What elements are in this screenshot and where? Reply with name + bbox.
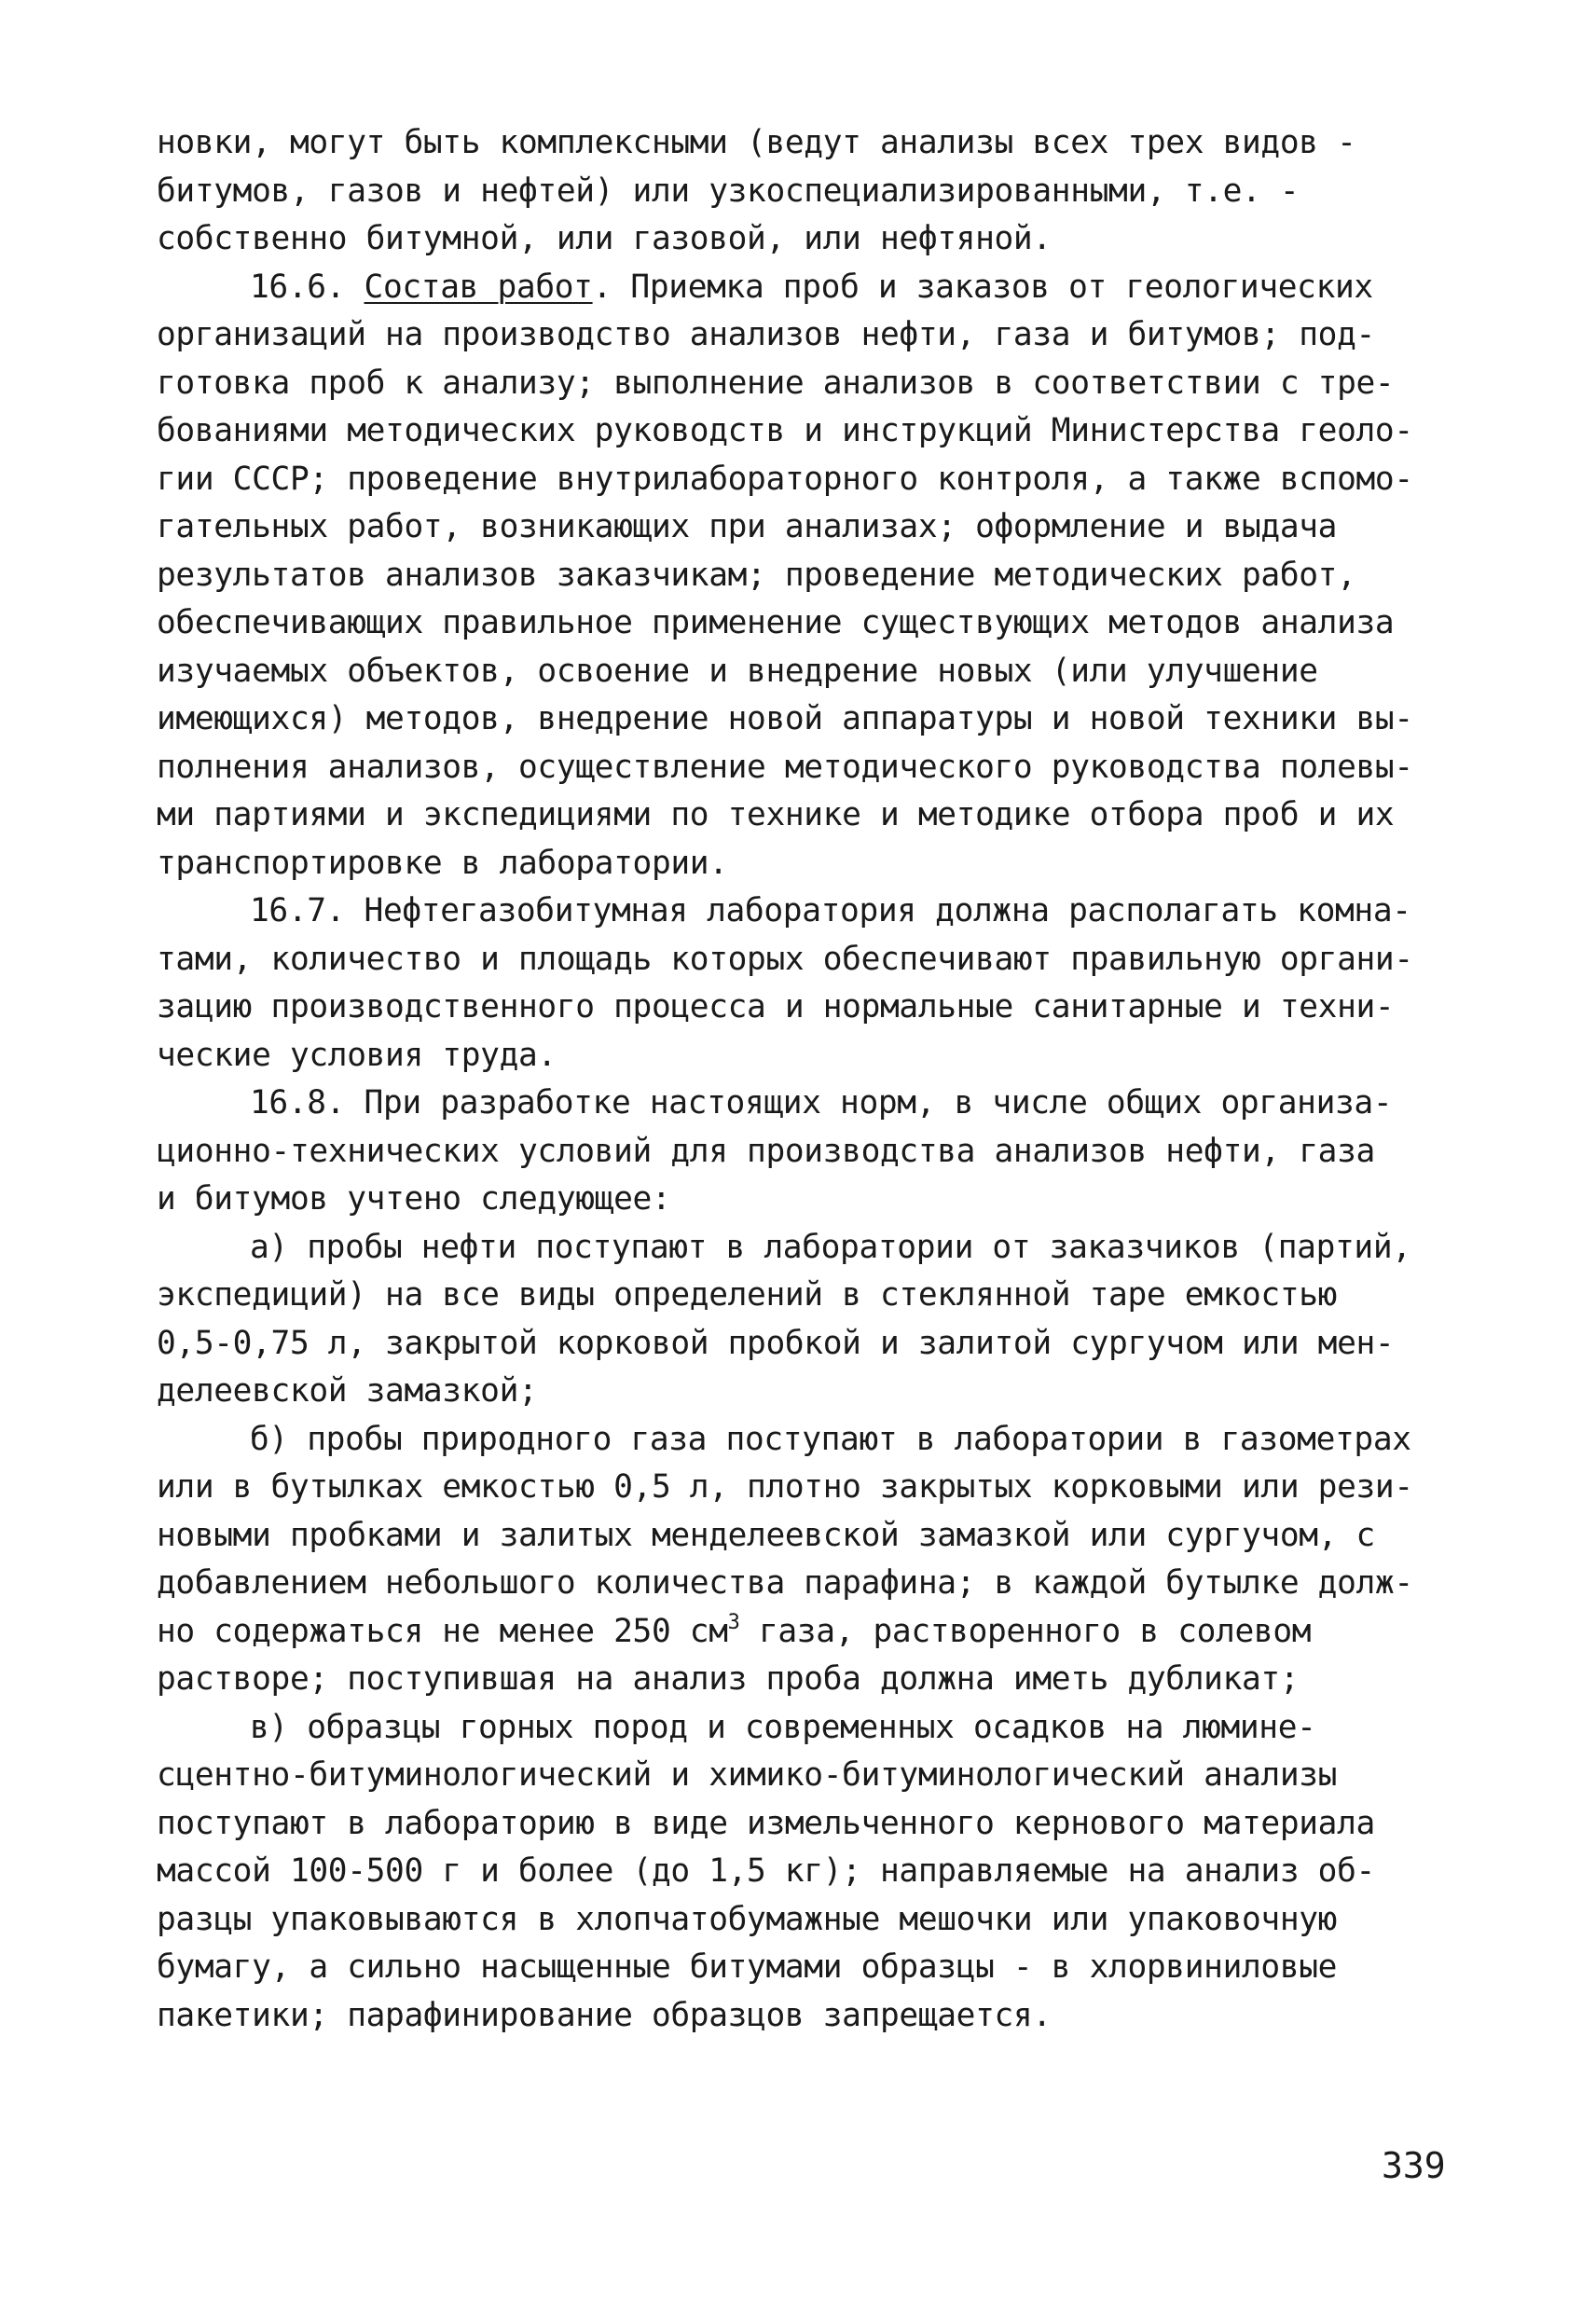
text-line: гии СССР; проведение внутрилабораторного контроля, а также вспомо- bbox=[157, 460, 1413, 498]
text-line: разцы упаковываются в хлопчатобумажные мешочки или упаковочную bbox=[157, 1900, 1338, 1938]
list-item-first-line: б) пробы природного газа поступают в лаборатории в газометрах bbox=[250, 1420, 1411, 1458]
text-line: бованиями методических руководств и инструкций Министерства геоло- bbox=[157, 412, 1413, 449]
text-line: растворе; поступившая на анализ проба должна иметь дубликат; bbox=[157, 1660, 1300, 1698]
text-line: бумагу, а сильно насыщенные битумами образцы - в хлорвиниловые bbox=[157, 1948, 1338, 1986]
superscript: 3 bbox=[727, 1610, 740, 1634]
text-line: изучаемых объектов, освоение и внедрение новых (или улучшение bbox=[157, 652, 1318, 690]
text-line: ми партиями и экспедициями по технике и методике отбора проб и их bbox=[157, 796, 1395, 833]
text-line: поступают в лабораторию в виде измельченного кернового материала bbox=[157, 1804, 1375, 1842]
text-line: экспедиций) на все виды определений в стеклянной таре емкостью bbox=[157, 1276, 1338, 1314]
text-line: добавлением небольшого количества парафина; в каждой бутылке долж- bbox=[157, 1564, 1413, 1602]
list-item-first-line: а) пробы нефти поступают в лаборатории от заказчиков (партий, bbox=[250, 1228, 1411, 1266]
text-line: новки, могут быть комплексными (ведут анализы всех трех видов - bbox=[157, 124, 1356, 161]
paragraph-first-line: 16.7. Нефтегазобитумная лаборатория должна располагать комна- bbox=[250, 892, 1411, 929]
text-line: зацию производственного процесса и нормальные санитарные и техни- bbox=[157, 988, 1395, 1025]
text-line: делеевской замазкой; bbox=[157, 1372, 538, 1410]
text-span: газа, растворенного в солевом bbox=[739, 1612, 1312, 1650]
text-span: . Приемка проб и заказов от геологических bbox=[592, 268, 1373, 306]
text-line: новыми пробками и залитых менделеевской замазкой или сургучом, с bbox=[157, 1516, 1375, 1554]
page-number: 339 bbox=[1382, 2145, 1446, 2186]
text-line-with-superscript bbox=[157, 1608, 1480, 1657]
section-title: Состав работ bbox=[364, 268, 593, 306]
text-line: результатов анализов заказчикам; проведение методических работ, bbox=[157, 556, 1356, 594]
text-line: организаций на производство анализов нефти, газа и битумов; под- bbox=[157, 316, 1375, 353]
text-line: полнения анализов, осуществление методического руководства полевы- bbox=[157, 748, 1413, 786]
paragraph-first-line: 16.8. При разработке настоящих норм, в числе общих организа- bbox=[250, 1084, 1393, 1122]
text-line: обеспечивающих правильное применение существующих методов анализа bbox=[157, 604, 1395, 641]
text-line: 0,5-0,75 л, закрытой корковой пробкой и залитой сургучом или мен- bbox=[157, 1324, 1395, 1362]
text-line: собственно битумной, или газовой, или нефтяной. bbox=[157, 220, 1052, 257]
text-line: и битумов учтено следующее: bbox=[157, 1180, 671, 1218]
list-item-first-line: в) образцы горных пород и современных осадков на люмине- bbox=[250, 1708, 1316, 1746]
text-line: готовка проб к анализу; выполнение анализов в соответствии с тре- bbox=[157, 364, 1395, 402]
text-span: но содержаться не менее 250 см bbox=[157, 1612, 728, 1650]
text-line: сцентно-битуминологический и химико-битуминологический анализы bbox=[157, 1756, 1338, 1794]
text-line: ционно-технических условий для производства анализов нефти, газа bbox=[157, 1132, 1375, 1170]
text-line: имеющихся) методов, внедрение новой аппаратуры и новой техники вы- bbox=[157, 700, 1413, 737]
text-line: пакетики; парафинирование образцов запрещается. bbox=[157, 1996, 1052, 2034]
text-line: тами, количество и площадь которых обеспечивают правильную органи- bbox=[157, 940, 1413, 978]
text-line: массой 100-500 г и более (до 1,5 кг); направляемые на анализ об- bbox=[157, 1852, 1375, 1890]
section-heading-line bbox=[157, 264, 1480, 312]
text-line: транспортировке в лаборатории. bbox=[157, 844, 728, 882]
text-line: ческие условия труда. bbox=[157, 1036, 557, 1074]
section-number: 16.6. bbox=[250, 268, 346, 306]
document-page bbox=[157, 119, 1480, 2040]
text-line: или в бутылках емкостью 0,5 л, плотно закрытых корковыми или рези- bbox=[157, 1468, 1413, 1506]
text-line: битумов, газов и нефтей) или узкоспециализированными, т.е. - bbox=[157, 172, 1300, 210]
text-line: гательных работ, возникающих при анализах; оформление и выдача bbox=[157, 508, 1338, 545]
